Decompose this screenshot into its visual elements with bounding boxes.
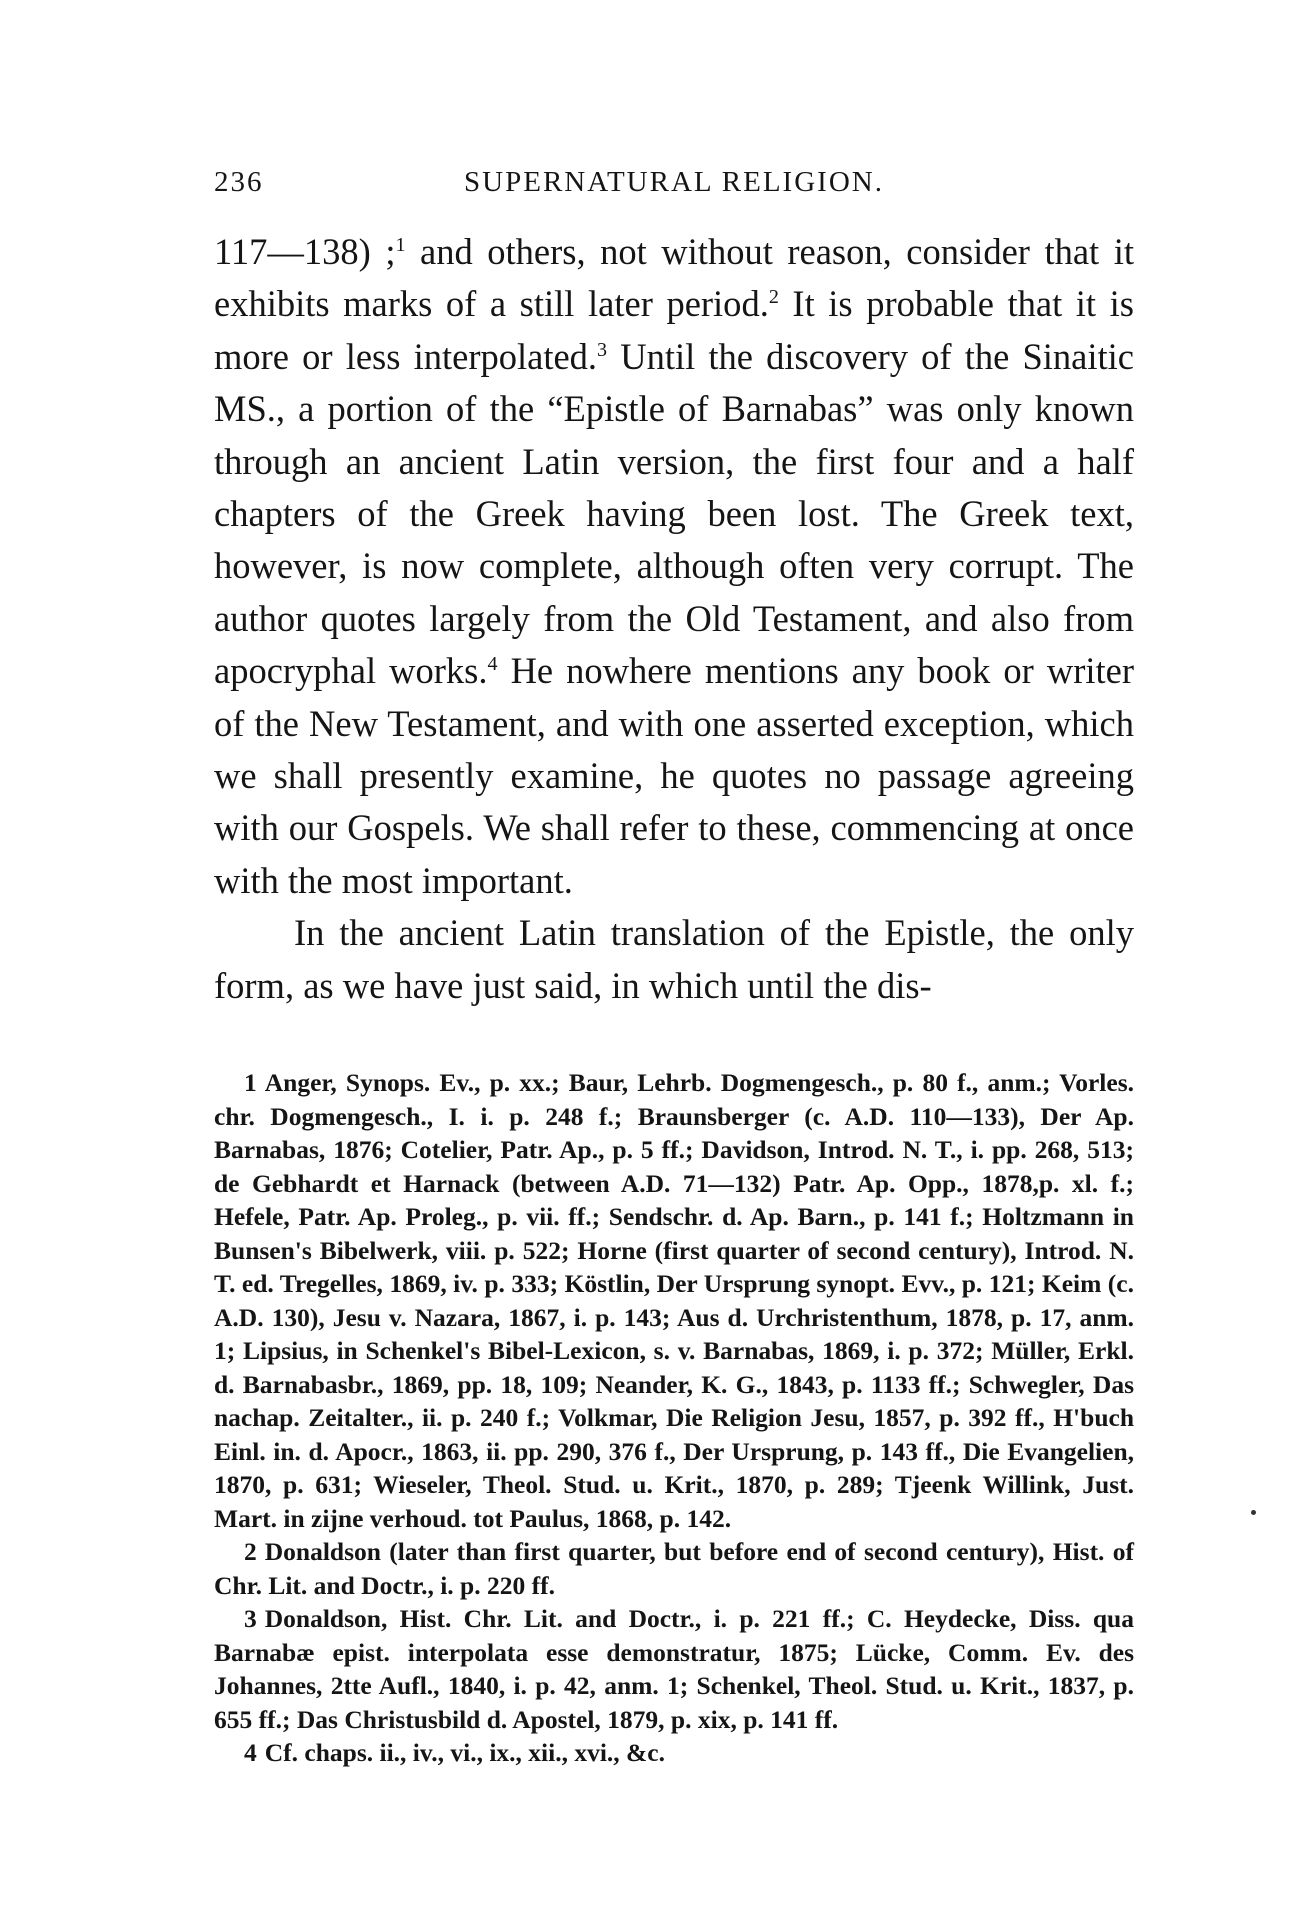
paragraph: In the ancient Latin translation of the Epistle, the only form, as we have just said, in which until the dis- [214, 912, 1134, 1006]
running-title: SUPERNATURAL RELIGION. [464, 166, 884, 198]
body-text [214, 226, 1134, 1012]
running-head [214, 166, 1134, 206]
footnote-text: Anger, Synops. Ev., p. xx.; Baur, Lehrb. Dogmengesch., p. 80 f., anm.; Vorles. chr. Dogmengesch., I. i. p. 248 f.; Braunsberger (c. A.D. 110—133), Der Ap. Barnabas, 1876; Cotelier, Patr. Ap., p. 5 ff.; Davidson, Introd. N. T., i. pp. 268, 513; de Gebhardt et Harnack (between A.D. 71—132) Patr. Ap. Opp., 1878,p. xl. f.; Hefele, Patr. Ap. Proleg., p. vii. ff.; Sendschr. d. Ap. Barn., p. 141 f.; Holtzmann in Bunsen's Bibelwerk, viii. p. 522; Horne (first quarter of second century), Introd. N. T. ed. Tregelles, 1869, iv. p. 333; Köstlin, Der Ursprung synopt. Evv., p. 121; Keim (c. A.D. 130), Jesu v. Nazara, 1867, i. p. 143; Aus d. Urchristenthum, 1878, p. 17, anm. 1; Lipsius, in Schenkel's Bibel-Lexicon, s. v. Barnabas, 1869, i. p. 372; Müller, Erkl. d. Barnabasbr., 1869, pp. 18, 109; Neander, K. G., 1843, p. 1133 ff.; Schwegler, Das nachap. Zeitalter., ii. p. 240 f.; Volkmar, Die Religion Jesu, 1857, p. 392 ff., H'buch Einl. in. d. Apocr., 1863, ii. pp. 290, 376 f., Der Ursprung, p. 143 ff., Die Evangelien, 1870, p. 631; Wieseler, Theol. Stud. u. Krit., 1870, p. 289; Tjeenk Willink, Just. Mart. in zijne verhoud. tot Paulus, 1868, p. 142. [214, 1068, 1134, 1533]
footnote [214, 1736, 1134, 1770]
text-run: Until the discovery of the Sinaitic MS., a portion of the “Epistle of Barnabas” was only known through an ancient Latin version, the first four and a half chapters of the Greek having been lost. The Greek text, however, is now complete, although often very corrupt. The author quotes largely from the Old Testament, and also from apocryphal works. [214, 335, 1134, 692]
footnote [214, 1602, 1134, 1736]
text-run: and others, not without reason, consider that it exhibits marks of a still later period. [214, 231, 1134, 325]
footnote-marker: 2 [244, 1537, 257, 1566]
paragraph [214, 226, 1134, 907]
footnote-text: Donaldson (later than first quarter, but before end of second century), Hist. of Chr. Lit. and Doctr., i. p. 220 ff. [214, 1537, 1134, 1600]
footnote-marker: 3 [244, 1604, 257, 1633]
footnote-ref[interactable]: 1 [395, 233, 406, 256]
footnote-text: Cf. chaps. ii., iv., vi., ix., xii., xvi., &c. [264, 1738, 665, 1767]
footnote-text: Donaldson, Hist. Chr. Lit. and Doctr., i. p. 221 ff.; C. Heydecke, Diss. qua Barnabæ epist. interpolata esse demonstratur, 1875; Lücke, Comm. Ev. des Johannes, 2tte Aufl., 1840, i. p. 42, anm. 1; Schenkel, Theol. Stud. u. Krit., 1837, p. 655 ff.; Das Christusbild d. Apostel, 1879, p. xix, p. 141 ff. [214, 1604, 1134, 1734]
scan-speck [1251, 1510, 1256, 1515]
footnote [214, 1535, 1134, 1602]
footnote-marker: 4 [244, 1738, 257, 1767]
footnotes [214, 1066, 1134, 1770]
text-run: He nowhere mentions any book or writer of the New Testament, and with one asserted exception, which we shall presently examine, he quotes no passage agreeing with our Gospels. We shall refer to these, commencing at once with the most important. [214, 650, 1134, 901]
footnote-ref[interactable]: 4 [487, 653, 498, 676]
footnote [214, 1066, 1134, 1535]
footnote-ref[interactable]: 2 [768, 286, 779, 309]
footnote-ref[interactable]: 3 [597, 338, 608, 361]
footnote-marker: 1 [244, 1068, 257, 1097]
page-number: 236 [214, 166, 264, 198]
text-run: 117—138) ; [214, 231, 396, 272]
text-run: It is probable that it is more or less interpolated. [214, 283, 1134, 377]
